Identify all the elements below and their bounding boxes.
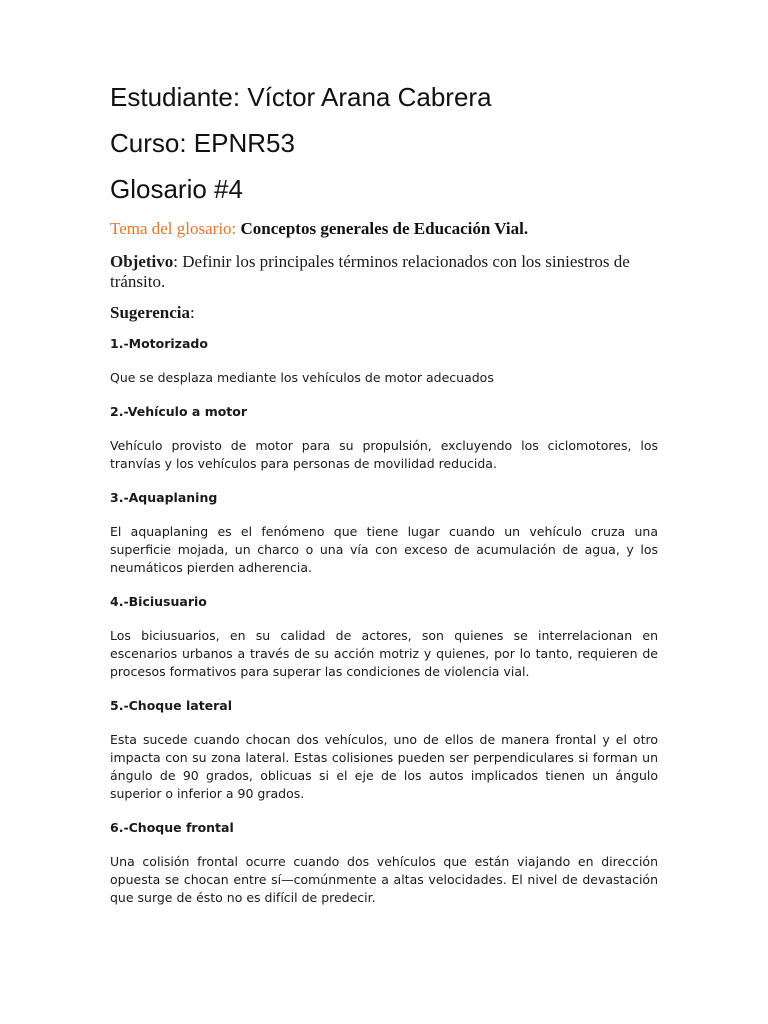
glossary-entry (110, 403, 658, 473)
sugerencia-label: Sugerencia (110, 303, 190, 322)
entry-body: Que se desplaza mediante los vehículos de motor adecuados (110, 370, 494, 385)
tema-line (110, 219, 658, 239)
student-heading: Estudiante: Víctor Arana Cabrera (110, 82, 492, 112)
entry-title: 1.-Motorizado (110, 336, 208, 351)
entry-title: 3.-Aquaplaning (110, 490, 218, 505)
entry-body: El aquaplaning es el fenómeno que tiene lugar cuando un vehículo cruza una superficie mojada, un charco o una vía con exceso de acumulación de agua, y los neumáticos pierden adherencia. (110, 524, 658, 575)
sugerencia-line (110, 303, 658, 323)
sugerencia-colon: : (189, 303, 195, 322)
glossary-entry (110, 489, 658, 577)
entry-title: 5.-Choque lateral (110, 698, 233, 713)
glossary-list (110, 335, 658, 907)
glossary-heading: Glosario #4 (110, 174, 243, 204)
glossary-entry (110, 697, 658, 803)
course-heading: Curso: EPNR53 (110, 128, 295, 158)
entry-body: Una colisión frontal ocurre cuando dos vehículos que están viajando en dirección opuesta se chocan entre sí—comúnmente a altas velocidades. El nivel de devastación que surge de ésto no es difícil de predecir. (110, 854, 658, 905)
tema-label: Tema del glosario: (110, 219, 237, 238)
glossary-entry (110, 335, 658, 387)
entry-body: Los biciusuarios, en su calidad de actores, son quienes se interrelacionan en escenarios urbanos a través de su acción motriz y quienes, por lo tanto, requieren de procesos formativos para superar las condiciones de violencia vial. (110, 628, 658, 679)
tema-value: Conceptos generales de Educación Vial. (240, 219, 529, 238)
entry-body: Vehículo provisto de motor para su propulsión, excluyendo los ciclomotores, los tranvías y los vehículos para personas de movilidad reducida. (110, 438, 658, 471)
objetivo-label: Objetivo (110, 252, 174, 271)
glossary-entry (110, 593, 658, 681)
entry-title: 6.-Choque frontal (110, 820, 234, 835)
objetivo-text: : Definir los principales términos relacionados con los siniestros de tránsito. (110, 252, 630, 291)
document-page (110, 82, 658, 923)
objetivo-line (110, 252, 658, 292)
entry-title: 2.-Vehículo a motor (110, 404, 248, 419)
entry-body: Esta sucede cuando chocan dos vehículos, uno de ellos de manera frontal y el otro impacta con su zona lateral. Estas colisiones pueden ser perpendiculares si forman un ángulo de 90 grados, oblicuas si el eje de los autos implicados tienen un ángulo superior o inferior a 90 grados. (110, 732, 658, 801)
glossary-entry (110, 819, 658, 907)
entry-title: 4.-Biciusuario (110, 594, 207, 609)
